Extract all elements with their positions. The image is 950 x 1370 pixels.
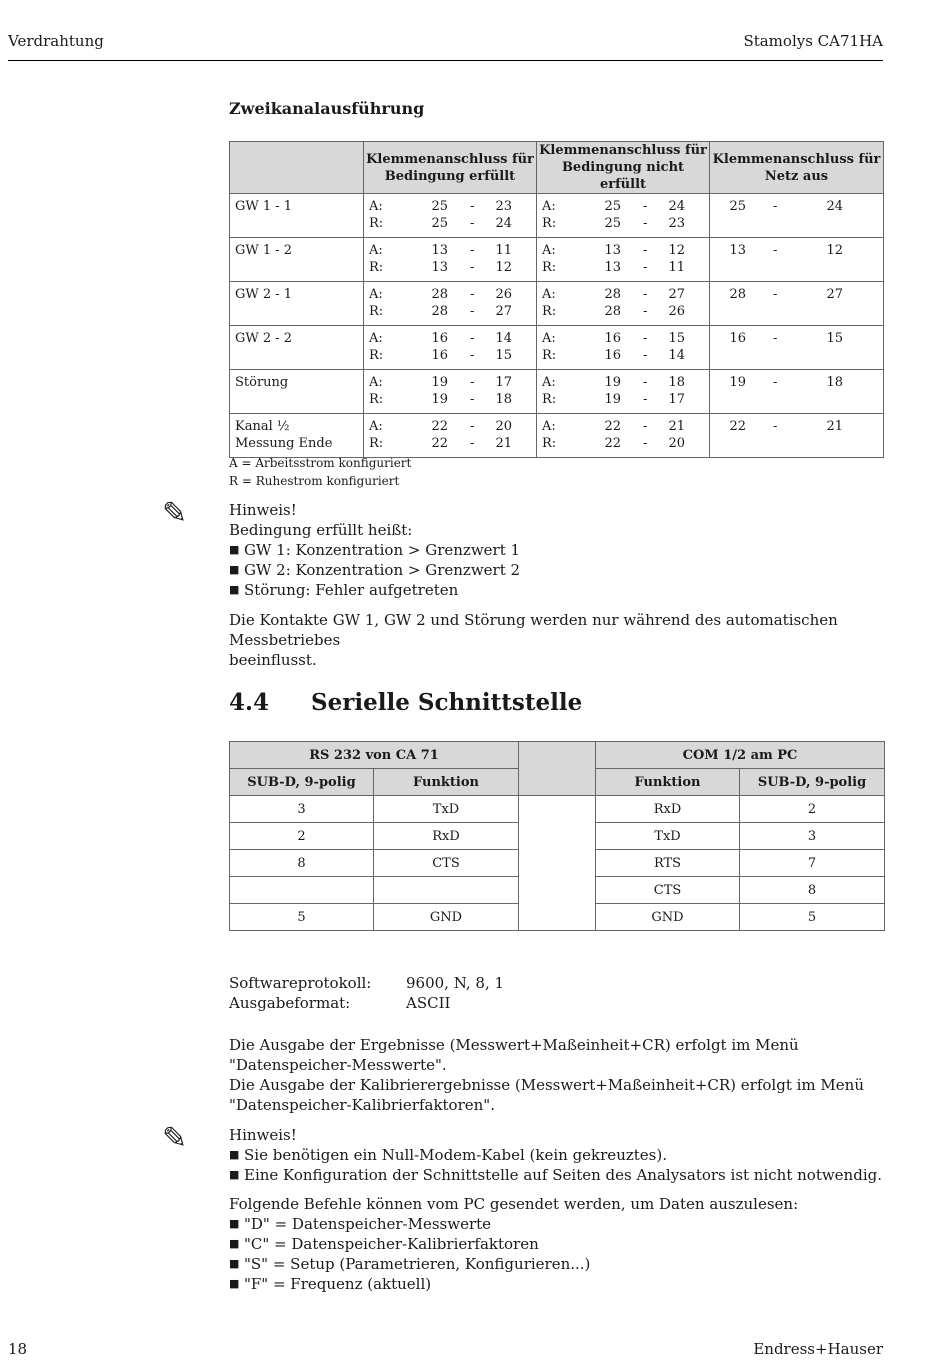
terminal-cell [364, 414, 537, 458]
table-cell: 7 [740, 850, 885, 877]
list-item: ■ Eine Konfiguration der Schnittstelle auf Seiten des Analysators ist nicht notwendig. [229, 1165, 882, 1185]
terminal-to: 11 [495, 243, 512, 258]
terminal-to: 14 [495, 331, 512, 346]
terminal-dash: - [470, 199, 475, 214]
terminal-cell [364, 194, 537, 238]
table-row [230, 238, 884, 282]
serial-pinout-table [229, 741, 885, 931]
row-label: GW 2 - 1 [235, 287, 293, 302]
section-heading: Zweikanalausführung [229, 99, 425, 118]
terminal-mode: R: [542, 348, 557, 363]
table-cell [374, 877, 519, 904]
paragraph-line: "Datenspeicher-Messwerte". [229, 1056, 447, 1074]
terminal-dash: - [773, 375, 778, 390]
terminal-to: 23 [668, 216, 685, 231]
spacer-header [519, 742, 596, 796]
list-item: ■ GW 2: Konzentration > Grenzwert 2 [229, 560, 520, 580]
table-row [230, 370, 884, 414]
header-divider [8, 60, 883, 61]
terminal-dash: - [643, 436, 648, 451]
terminal-to: 27 [495, 304, 512, 319]
terminal-dash: - [643, 287, 648, 302]
paragraph-line: beeinflusst. [229, 651, 317, 669]
paragraph-line: Die Ausgabe der Kalibrierergebnisse (Messwert+Maßeinheit+CR) erfolgt im Menü [229, 1076, 864, 1094]
terminal-from: 16 [431, 348, 448, 363]
table-cell: 2 [230, 823, 374, 850]
terminal-cell [364, 282, 537, 326]
terminal-mode: R: [369, 392, 384, 407]
table-header-cell: Klemmenanschluss für Bedingung erfüllt [364, 142, 537, 194]
note-block [229, 500, 520, 600]
terminal-from: 19 [604, 392, 621, 407]
terminal-dash: - [643, 419, 648, 434]
table-cell: 2 [740, 796, 885, 823]
row-label-cell [230, 282, 364, 326]
terminal-table [229, 141, 884, 458]
terminal-from: 16 [604, 331, 621, 346]
software-protocol-label: Softwareprotokoll: [229, 974, 372, 992]
terminal-mode: R: [369, 260, 384, 275]
table-cell: 5 [740, 904, 885, 931]
page-number: 18 [8, 1340, 28, 1358]
terminal-cell [710, 414, 884, 458]
terminal-cell [710, 326, 884, 370]
terminal-dash: - [643, 216, 648, 231]
note-paragraph [229, 610, 950, 670]
row-label: GW 2 - 2 [235, 331, 293, 346]
terminal-to: 15 [826, 331, 843, 346]
terminal-mode: A: [542, 287, 556, 302]
terminal-from: 25 [431, 216, 448, 231]
terminal-mode: A: [542, 331, 556, 346]
terminal-cell [537, 414, 710, 458]
terminal-mode: R: [369, 348, 384, 363]
row-label-cell [230, 238, 364, 282]
terminal-from: 22 [431, 419, 448, 434]
terminal-to: 12 [668, 243, 685, 258]
terminal-to: 12 [495, 260, 512, 275]
group-header-right: COM 1/2 am PC [596, 742, 885, 769]
list-item: ■ "S" = Setup (Parametrieren, Konfigurieren...) [229, 1254, 798, 1274]
terminal-from: 28 [729, 287, 746, 302]
terminal-from: 13 [431, 243, 448, 258]
terminal-dash: - [470, 348, 475, 363]
row-label-cell [230, 326, 364, 370]
terminal-mode: A: [369, 199, 383, 214]
terminal-cell [364, 370, 537, 414]
terminal-cell [710, 194, 884, 238]
terminal-mode: R: [369, 436, 384, 451]
terminal-mode: R: [369, 304, 384, 319]
terminal-from: 22 [431, 436, 448, 451]
note-block [229, 1125, 882, 1185]
terminal-from: 22 [604, 436, 621, 451]
terminal-mode: A: [369, 287, 383, 302]
note-title: Hinweis! [229, 1126, 297, 1144]
row-label: Messung Ende [235, 436, 333, 451]
spacer-cell [519, 796, 596, 931]
terminal-mode: R: [542, 260, 557, 275]
table-cell: CTS [596, 877, 740, 904]
terminal-to: 11 [668, 260, 685, 275]
terminal-mode: A: [542, 375, 556, 390]
row-label: GW 1 - 1 [235, 199, 293, 214]
terminal-cell [710, 370, 884, 414]
terminal-cell [537, 326, 710, 370]
terminal-from: 22 [729, 419, 746, 434]
terminal-to: 18 [495, 392, 512, 407]
terminal-cell [364, 326, 537, 370]
terminal-dash: - [643, 392, 648, 407]
running-header-left: Verdrahtung [8, 32, 104, 50]
table-header-cell: Klemmenanschluss für Netz aus [710, 142, 884, 194]
terminal-to: 15 [495, 348, 512, 363]
terminal-mode: A: [542, 419, 556, 434]
table-cell: TxD [374, 796, 519, 823]
terminal-from: 16 [729, 331, 746, 346]
note-title: Hinweis! [229, 501, 297, 519]
terminal-to: 24 [668, 199, 685, 214]
terminal-mode: A: [369, 331, 383, 346]
terminal-to: 15 [668, 331, 685, 346]
terminal-from: 13 [604, 260, 621, 275]
table-cell: GND [596, 904, 740, 931]
terminal-from: 19 [431, 392, 448, 407]
section-title [229, 689, 582, 716]
terminal-from: 25 [729, 199, 746, 214]
terminal-to: 21 [826, 419, 843, 434]
terminal-mode: A: [369, 419, 383, 434]
table-cell: GND [374, 904, 519, 931]
list-item: ■ "C" = Datenspeicher-Kalibrierfaktoren [229, 1234, 798, 1254]
terminal-to: 17 [668, 392, 685, 407]
legend-r: R = Ruhestrom konfiguriert [229, 474, 400, 488]
terminal-mode: R: [542, 304, 557, 319]
terminal-cell [537, 282, 710, 326]
terminal-dash: - [470, 392, 475, 407]
terminal-to: 26 [495, 287, 512, 302]
table-cell: 5 [230, 904, 374, 931]
terminal-dash: - [643, 348, 648, 363]
terminal-cell [537, 194, 710, 238]
terminal-dash: - [470, 287, 475, 302]
terminal-to: 12 [826, 243, 843, 258]
list-item: ■ Störung: Fehler aufgetreten [229, 580, 520, 600]
terminal-to: 24 [495, 216, 512, 231]
section-number: 4.4 [229, 689, 270, 716]
terminal-from: 28 [431, 287, 448, 302]
terminal-to: 21 [668, 419, 685, 434]
table-cell: TxD [596, 823, 740, 850]
table-cell: 8 [740, 877, 885, 904]
terminal-from: 28 [604, 304, 621, 319]
terminal-from: 13 [729, 243, 746, 258]
row-label: Störung [235, 375, 289, 390]
table-cell: RTS [596, 850, 740, 877]
terminal-to: 23 [495, 199, 512, 214]
terminal-to: 26 [668, 304, 685, 319]
table-cell: 8 [230, 850, 374, 877]
list-item: ■ Sie benötigen ein Null-Modem-Kabel (kein gekreuztes). [229, 1145, 882, 1165]
terminal-dash: - [470, 331, 475, 346]
terminal-dash: - [470, 419, 475, 434]
terminal-dash: - [470, 436, 475, 451]
terminal-to: 27 [668, 287, 685, 302]
terminal-mode: R: [542, 392, 557, 407]
terminal-to: 24 [826, 199, 843, 214]
terminal-dash: - [643, 199, 648, 214]
terminal-from: 28 [604, 287, 621, 302]
table-cell: RxD [596, 796, 740, 823]
table-row [230, 414, 884, 458]
output-paragraph [229, 1035, 864, 1115]
table-header-cell: Funktion [374, 769, 519, 796]
terminal-cell [364, 238, 537, 282]
output-format-label: Ausgabeformat: [229, 994, 351, 1012]
footer-brand: Endress+Hauser [753, 1340, 883, 1358]
list-item: ■ "D" = Datenspeicher-Messwerte [229, 1214, 798, 1234]
terminal-from: 25 [604, 199, 621, 214]
terminal-to: 18 [826, 375, 843, 390]
terminal-mode: A: [369, 375, 383, 390]
row-label-cell [230, 194, 364, 238]
table-header-row [230, 142, 884, 194]
table-cell: RxD [374, 823, 519, 850]
terminal-cell [537, 238, 710, 282]
terminal-cell [537, 370, 710, 414]
terminal-dash: - [643, 331, 648, 346]
table-header-cell: SUB-D, 9-polig [230, 769, 374, 796]
legend-a: A = Arbeitsstrom konfiguriert [229, 456, 412, 470]
table-header-cell: Klemmenanschluss für Bedingung nicht erfüllt [537, 142, 710, 194]
terminal-to: 20 [668, 436, 685, 451]
output-format-value: ASCII [406, 994, 451, 1012]
terminal-from: 28 [431, 304, 448, 319]
table-row [230, 194, 884, 238]
terminal-from: 22 [604, 419, 621, 434]
terminal-mode: A: [369, 243, 383, 258]
software-protocol-value: 9600, N, 8, 1 [406, 974, 505, 992]
terminal-dash: - [470, 304, 475, 319]
table-header-cell: SUB-D, 9-polig [740, 769, 885, 796]
row-label-cell [230, 414, 364, 458]
terminal-from: 25 [604, 216, 621, 231]
terminal-cell [710, 282, 884, 326]
note-intro: Bedingung erfüllt heißt: [229, 521, 413, 539]
row-label: GW 1 - 2 [235, 243, 293, 258]
terminal-dash: - [643, 260, 648, 275]
terminal-mode: A: [542, 243, 556, 258]
row-label: Kanal ½ [235, 419, 290, 434]
list-item: ■ GW 1: Konzentration > Grenzwert 1 [229, 540, 520, 560]
terminal-from: 19 [729, 375, 746, 390]
terminal-mode: R: [369, 216, 384, 231]
table-cell: CTS [374, 850, 519, 877]
terminal-from: 19 [431, 375, 448, 390]
terminal-mode: R: [542, 436, 557, 451]
paragraph-line: Die Kontakte GW 1, GW 2 und Störung werden nur während des automatischen Messbetriebes [229, 611, 838, 649]
terminal-dash: - [470, 260, 475, 275]
table-header-cell: Funktion [596, 769, 740, 796]
running-header-right: Stamolys CA71HA [743, 32, 883, 50]
table-row [230, 326, 884, 370]
terminal-dash: - [470, 243, 475, 258]
terminal-mode: R: [542, 216, 557, 231]
terminal-mode: A: [542, 199, 556, 214]
table-cell: 3 [230, 796, 374, 823]
terminal-to: 20 [495, 419, 512, 434]
terminal-to: 27 [826, 287, 843, 302]
terminal-from: 13 [431, 260, 448, 275]
terminal-dash: - [643, 243, 648, 258]
terminal-dash: - [643, 375, 648, 390]
table-cell: 3 [740, 823, 885, 850]
commands-intro: Folgende Befehle können vom PC gesendet werden, um Daten auszulesen: [229, 1195, 799, 1213]
terminal-from: 19 [604, 375, 621, 390]
list-item: ■ "F" = Frequenz (aktuell) [229, 1274, 798, 1294]
terminal-dash: - [773, 331, 778, 346]
terminal-dash: - [470, 375, 475, 390]
terminal-dash: - [773, 243, 778, 258]
terminal-dash: - [773, 199, 778, 214]
paragraph-line: Die Ausgabe der Ergebnisse (Messwert+Maßeinheit+CR) erfolgt im Menü [229, 1036, 799, 1054]
terminal-from: 16 [431, 331, 448, 346]
terminal-from: 16 [604, 348, 621, 363]
terminal-dash: - [470, 216, 475, 231]
terminal-from: 13 [604, 243, 621, 258]
terminal-to: 21 [495, 436, 512, 451]
terminal-dash: - [773, 419, 778, 434]
table-header-cell [230, 142, 364, 194]
paragraph-line: "Datenspeicher-Kalibrierfaktoren". [229, 1096, 495, 1114]
terminal-to: 18 [668, 375, 685, 390]
table-row [230, 282, 884, 326]
table-row [230, 796, 885, 823]
pencil-note-icon: ✎ [162, 496, 188, 531]
pencil-note-icon: ✎ [162, 1121, 188, 1156]
terminal-dash: - [773, 287, 778, 302]
terminal-to: 14 [668, 348, 685, 363]
table-cell [230, 877, 374, 904]
terminal-to: 17 [495, 375, 512, 390]
terminal-from: 25 [431, 199, 448, 214]
group-header-left: RS 232 von CA 71 [230, 742, 519, 769]
terminal-dash: - [643, 304, 648, 319]
section-title-text: Serielle Schnittstelle [311, 689, 583, 716]
commands-block [229, 1194, 798, 1294]
row-label-cell [230, 370, 364, 414]
terminal-cell [710, 238, 884, 282]
